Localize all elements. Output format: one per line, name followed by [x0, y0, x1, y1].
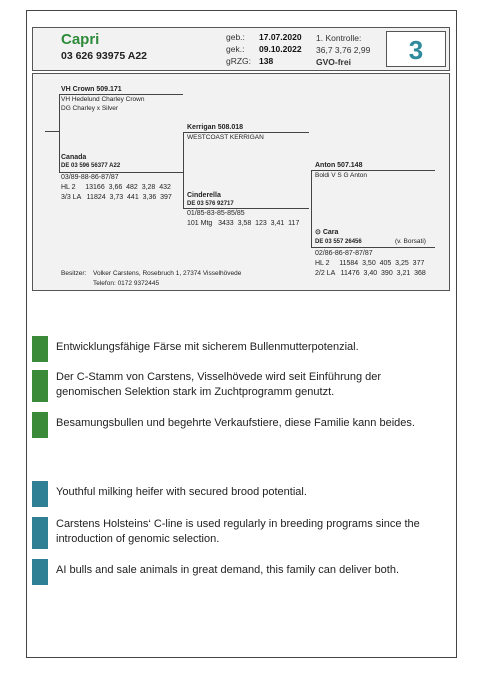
dam-registration: DE 03 576 92717: [187, 201, 234, 207]
lot-number: 3: [386, 31, 446, 67]
granddam-lactations: 02/86-86-87-87/87: [315, 250, 373, 257]
granddam-name-text: Cara: [322, 229, 339, 236]
birth-date-label: geb.:: [226, 32, 245, 42]
sire-lactations: 03/89-88-86-87/87: [61, 174, 119, 181]
grzg-label: gRZG:: [226, 56, 252, 66]
sire-performance-1: HL 2 13166 3,66 482 3,28 432: [61, 184, 171, 191]
gvo-status: GVO-frei: [316, 57, 351, 67]
granddam-performance-2: 2/2 LA 11476 3,40 390 3,21 368: [315, 270, 426, 277]
pedigree-line: [183, 132, 309, 133]
calving-date: 09.10.2022: [259, 44, 302, 54]
owner-address: Volker Carstens, Rosebruch 1, 27374 Visselhövede: [93, 270, 242, 277]
pedigree-line: [183, 132, 184, 208]
sire-sire-line2: DG Charley x Silver: [61, 105, 119, 112]
granddam-registration: DE 03 557 26456: [315, 239, 362, 245]
pedigree-line: [311, 247, 435, 248]
owner-phone: Telefon: 0172 9372445: [93, 280, 160, 287]
pedigree-line: [45, 131, 59, 132]
dam-sire-line1: WESTCOAST KERRIGAN: [187, 134, 264, 141]
pedigree-line: [59, 94, 183, 95]
granddam-performance-1: HL 2 11584 3,50 405 3,25 377: [315, 260, 425, 267]
bullet-text-en: Carstens Holsteins‘ C-line is used regularly in breeding programs since the introduction of genomic selection.: [56, 518, 420, 545]
list-item: [32, 412, 432, 438]
bullet-text-en: Youthful milking heifer with secured brood potential.: [56, 486, 307, 498]
sire-sire-line1: VH Hedelund Charley Crown: [61, 96, 145, 103]
calving-date-label: gek.:: [226, 44, 245, 54]
granddam-symbol-icon: ⊙: [315, 229, 321, 236]
granddam-name: [315, 229, 338, 237]
teal-bullet-icon: [32, 481, 48, 507]
pedigree-line: [59, 94, 60, 172]
granddam-sire-line1: Boldi V S G Anton: [315, 172, 368, 179]
teal-bullet-icon: [32, 517, 48, 549]
pedigree-line: [311, 170, 435, 171]
first-control-values: 36,7 3,76 2,99: [316, 45, 371, 55]
dam-lactations: 01/85-83-85-85/85: [187, 210, 245, 217]
pedigree-box: [32, 73, 450, 291]
first-control-label: 1. Kontrolle:: [316, 33, 362, 43]
granddam-breeder: (v. Borsati): [395, 238, 426, 245]
list-item: [32, 517, 432, 549]
teal-bullet-icon: [32, 559, 48, 585]
pedigree-line: [311, 170, 312, 247]
green-bullet-icon: [32, 336, 48, 362]
list-item: [32, 559, 432, 585]
registration-number: 03 626 93975 A22: [61, 50, 148, 62]
bullet-text-de: Entwicklungsfähige Färse mit sicherem Bullenmutterpotenzial.: [56, 341, 359, 353]
pedigree-line: [183, 208, 309, 209]
first-control: [316, 32, 370, 68]
owner-label: Besitzer:: [61, 270, 87, 277]
green-bullet-icon: [32, 412, 48, 438]
animal-header: [32, 27, 450, 71]
dam-name: Cinderella: [187, 192, 221, 199]
bullet-text-de: Der C-Stamm von Carstens, Visselhövede wird seit Einführung der genomischen Selektion stark im Zuchtprogramm genutzt.: [56, 371, 382, 398]
sire-performance-2: 3/3 LA 11824 3,73 441 3,36 397: [61, 194, 172, 201]
sire-name: Canada: [61, 154, 87, 161]
sire-sire-name: VH Crown 509.171: [61, 86, 122, 93]
list-item: [32, 336, 432, 362]
grzg-value: 138: [259, 56, 274, 66]
birth-date: 17.07.2020: [259, 32, 302, 42]
green-bullet-icon: [32, 370, 48, 402]
animal-name: Capri: [61, 31, 100, 48]
sire-registration: DE 03 596 56377 A22: [61, 163, 121, 169]
list-item: [32, 481, 432, 507]
bullet-text-de: Besamungsbullen und begehrte Verkaufstiere, diese Familie kann beides.: [56, 417, 415, 429]
bullet-text-en: AI bulls and sale animals in great demand, this family can deliver both.: [56, 564, 400, 576]
pedigree-line: [59, 172, 183, 173]
dam-performance-1: 101 Mtg 3433 3,58 123 3,41 117: [187, 220, 300, 227]
list-item: [32, 370, 432, 402]
granddam-sire-name: Anton 507.148: [315, 162, 363, 169]
dam-sire-name: Kerrigan 508.018: [187, 124, 244, 131]
